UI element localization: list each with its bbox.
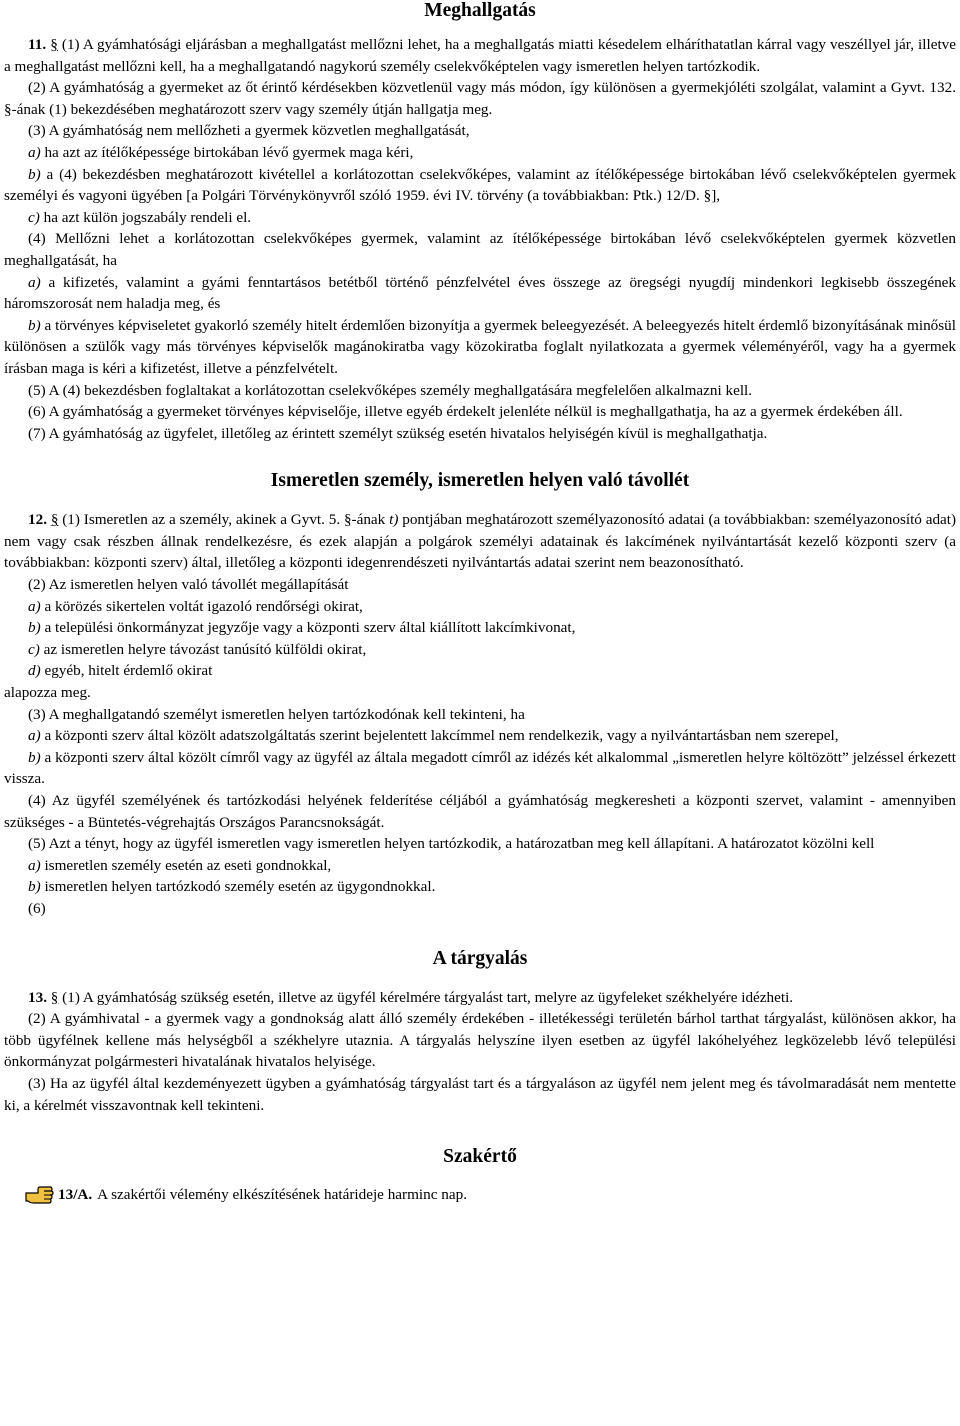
- paragraph-13-2: (2) A gyámhivatal - a gyermek vagy a gondnokság alatt álló személy érdekében - illetékességi területén bárhol tarthat tárgyalást, különösen akkor, ha több ügyfélnek kellene más helységből a székhelyre utaznia. A tárgyalás helyszíne ilyen esetben az ügyfél lakóhelyéhez legközelebb lévő települési önkormányzat polgármesteri hivatalának hivatalos helyisége.: [4, 1010, 956, 1071]
- section-sign-link[interactable]: §: [50, 511, 59, 529]
- paragraph-12-2: (2) Az ismeretlen helyen való távollét megállapítását: [28, 576, 349, 594]
- section-title-targyalas: A tárgyalás: [432, 947, 528, 969]
- list-item: a) ismeretlen személy esetén az eseti gondnokkal,: [28, 856, 332, 874]
- paragraph-11-5: (5) A (4) bekezdésben foglaltakat a korlátozottan cselekvőképes személy meghallgatására megfelelően alkalmazni kell.: [28, 381, 753, 399]
- paragraph-number: 11.: [28, 36, 47, 53]
- paragraph-number: 13.: [28, 988, 47, 1006]
- list-item: c) az ismeretlen helyre távozást tanúsító külföldi okirat,: [28, 640, 367, 658]
- paragraph-12-4: (4) Az ügyfél személyének és tartózkodási helyének felderítése céljából a gyámhatóság megkeresheti a központi szervet, valamint - amennyiben szükséges - a Büntetés-végrehajtás Országos Parancsnokságát.: [4, 792, 956, 831]
- list-item: b) ismeretlen helyen tartózkodó személy esetén az ügygondnokkal.: [28, 878, 436, 896]
- paragraph-13-1: 13. § (1) A gyámhatóság szükség esetén, illetve az ügyfél kérelmére tárgyalást tart, melyre az ügyfeleket székhelyére idézheti.: [28, 988, 794, 1006]
- paragraph-11-4: (4) Mellőzni lehet a korlátozottan cselekvőképes gyermek, valamint az ítélőképessége birtokában lévő cselekvőképtelen gyermek közvetlen meghallgatását, ha: [4, 230, 956, 269]
- paragraph-11-7: (7) A gyámhatóság az ügyfelet, illetőleg az érintett személyt szükség esetén hivatalos helyiségén kívül is meghallgathatja.: [28, 424, 768, 442]
- list-item: a) a központi szerv által közölt adatszolgáltatás szerint bejelentett lakcímmel nem rendelkezik, vagy a nyilvántartásban nem szerepel,: [28, 727, 839, 745]
- paragraph-number: 13/A.: [58, 1186, 93, 1204]
- list-item: b) a települési önkormányzat jegyzője vagy a központi szerv által kiállított lakcímkivonat,: [28, 619, 576, 637]
- paragraph-12-6: (6): [28, 899, 46, 917]
- paragraph-13a: 13/A. A szakértői vélemény elkészítésének határideje harminc nap.: [4, 1184, 956, 1206]
- list-item: a) ha azt az ítélőképessége birtokában lévő gyermek maga kéri,: [28, 143, 414, 161]
- paragraph-11-1: 11. § (1) A gyámhatósági eljárásban a meghallgatást mellőzni lehet, ha a meghallgatás miatti késedelem elháríthatatlan kárral vagy veszéllyel jár, illetve a meghallgatást mellőzni kell, ha a meghallgatandó nagykorú személy cselekvőképtelen vagy ismeretlen helyen tartózkodik.: [4, 36, 957, 75]
- pointing-hand-icon[interactable]: [24, 1184, 54, 1206]
- list-item: b) a törvényes képviseletet gyakorló személy hitelt érdemlően bizonyítja a gyermek beleegyezését. A beleegyezés hitelt érdemlő bizonyításának minősül különösen a szülők vagy más törvényes képviselők magánokiratba vagy közokiratba foglalt nyilatkozata a gyermek véleményéről, vagy ha a gyermek írásban maga is kéri a kifizetést, illetve a pénzfelvételt.: [4, 316, 956, 377]
- section-title-szakerto: Szakértő: [443, 1146, 517, 1168]
- section-sign-link[interactable]: §: [50, 36, 58, 53]
- paragraph-11-3: (3) A gyámhatóság nem mellőzheti a gyermek közvetlen meghallgatását,: [28, 122, 470, 140]
- paragraph-11-2: (2) A gyámhatóság a gyermeket az őt érintő kérdésekben közvetlenül vagy más módon, így különösen a gyermekjóléti szolgálat, valamint a Gyvt. 132. §-ának (1) bekezdésében meghatározott szerv vagy személy útján hallgatja meg.: [4, 79, 956, 118]
- paragraph-12-2-end: alapozza meg.: [4, 684, 91, 702]
- paragraph-11-6: (6) A gyámhatóság a gyermeket törvényes képviselője, illetve egyéb érdekelt jelenléte nélkül is meghallgathatja, ha az a gyermek érdekében áll.: [28, 403, 903, 421]
- document-page: [4, 0, 956, 1206]
- paragraph-12-3: (3) A meghallgatandó személyt ismeretlen helyen tartózkodónak kell tekinteni, ha: [28, 705, 525, 723]
- list-item: a) a kifizetés, valamint a gyámi fenntartásos betétből történő pénzfelvétel éves összege az öregségi nyugdíj mindenkori legkisebb összegének háromszorosát nem haladja meg, és: [4, 273, 956, 313]
- paragraph-13-3: (3) Ha az ügyfél által kezdeményezett ügyben a gyámhatóság tárgyalást tart és a tárgyaláson az ügyfél nem jelent meg és távolmaradását nem mentette ki, a kérelmét visszavontnak kell tekinteni.: [4, 1074, 956, 1114]
- paragraph-number: 12.: [28, 511, 47, 529]
- list-item: c) ha azt külön jogszabály rendeli el.: [28, 208, 252, 226]
- section-title-meghallgatas: Meghallgatás: [424, 0, 536, 21]
- section-title-ismeretlen: Ismeretlen személy, ismeretlen helyen való távollét: [270, 470, 690, 492]
- list-item: b) a központi szerv által közölt címről vagy az ügyfél az általa megadott címről az idézés két alkalommal „ismeretlen helyre költözött” jelzéssel érkezett vissza.: [4, 748, 956, 788]
- list-item: d) egyéb, hitelt érdemlő okirat: [28, 662, 213, 680]
- paragraph-12-1: 12. § (1) Ismeretlen az a személy, akinek a Gyvt. 5. §-ának t) pontjában meghatározott személyazonosító adatai (a továbbiakban: személyazonosító adat) nem vagy csak részben állnak rendelkezésre, és ezek alapján a polgárok személyi adatainak és lakcímének nyilvántartását kezelő központi szerv (a továbbiakban: központi szerv) által, illetőleg a központi idegenrendészeti nyilvántartás adatai szerint nem beazonosítható.: [4, 511, 957, 572]
- section-sign-link[interactable]: §: [50, 988, 59, 1006]
- paragraph-12-5: (5) Azt a tényt, hogy az ügyfél ismeretlen vagy ismeretlen helyen tartózkodik, a határozatban meg kell állapítani. A határozatot közölni kell: [28, 835, 875, 853]
- list-item: a) a körözés sikertelen voltát igazoló rendőrségi okirat,: [28, 597, 363, 615]
- list-item: b) a (4) bekezdésben meghatározott kivétellel a korlátozottan cselekvőképes, valamint az ítélőképessége birtokában lévő cselekvőképtelen gyermek személyi és vagyoni ügyében [a Polgári Törvénykönyvről szóló 1959. évi IV. törvény (a továbbiakban: Ptk.) 12/D. §],: [4, 165, 957, 205]
